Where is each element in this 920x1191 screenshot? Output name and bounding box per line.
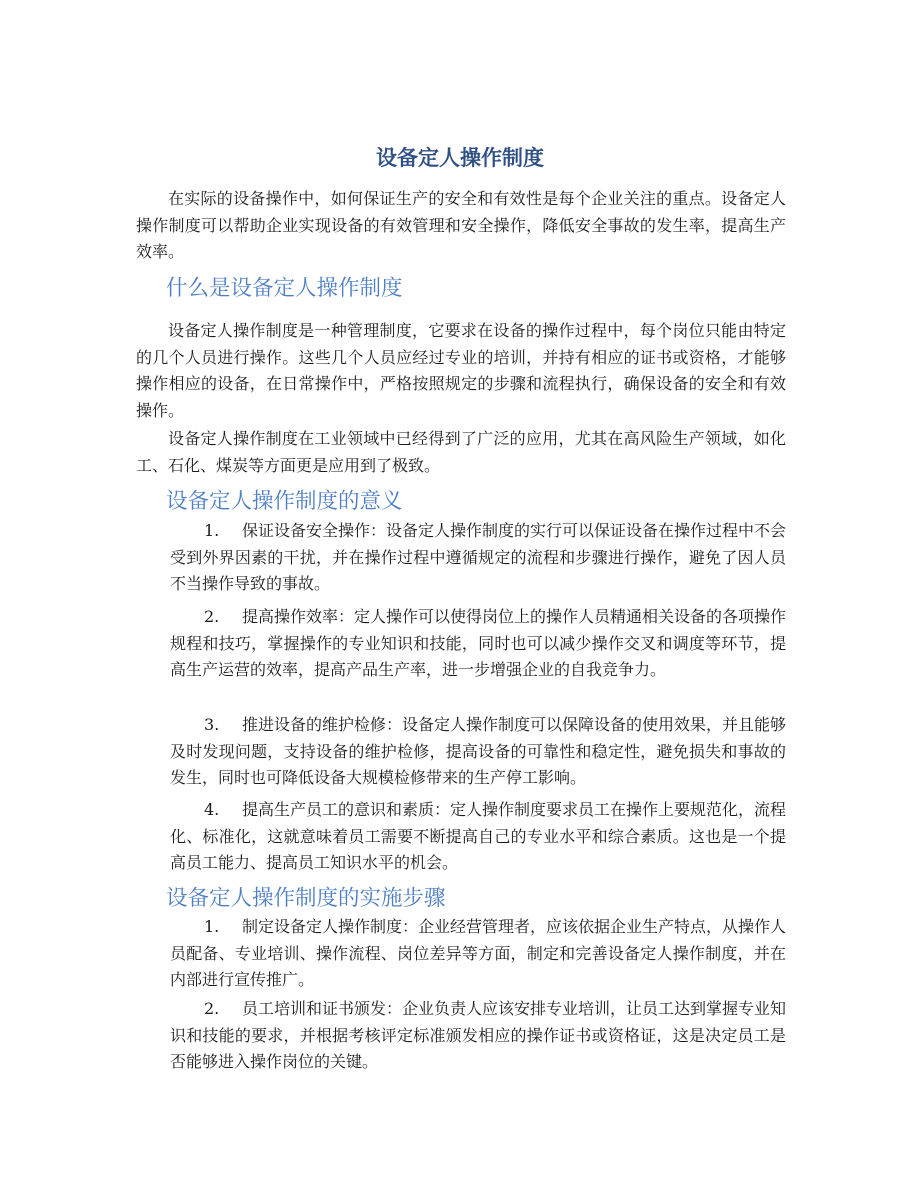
list-item [170,604,786,684]
list-item-text: 提高操作效率：定人操作可以使得岗位上的操作人员精通相关设备的各项操作规程和技巧，掌握操作的专业知识和技能，同时也可以减少操作交叉和调度等环节，提高生产运营的效率，提高产品生产率，进一步增强企业的自我竞争力。 [170,607,787,679]
list-number: 4. [204,800,220,819]
list-item-text: 保证设备安全操作：设备定人操作制度的实行可以保证设备在操作过程中不会受到外界因素的干扰，并在操作过程中遵循规定的流程和步骤进行操作，避免了因人员不当操作导致的事故。 [170,521,787,593]
list-number: 2. [204,607,220,626]
list-item [170,996,786,1076]
list-item [170,914,786,994]
list-item-text: 员工培训和证书颁发：企业负责人应该安排专业培训，让员工达到掌握专业知识和技能的要求，并根据考核评定标准颁发相应的操作证书或资格证，这是决定员工是否能够进入操作岗位的关键。 [170,999,787,1071]
list-number: 1. [204,521,220,540]
document-title: 设备定人操作制度 [376,146,544,170]
list-item [170,712,786,792]
list-item-text: 推进设备的维护检修：设备定人操作制度可以保障设备的使用效果，并且能够及时发现问题，支持设备的维护检修，提高设备的可靠性和稳定性，避免损失和事故的发生，同时也可降低设备大规模检修带来的生产停工影响。 [170,715,787,787]
list-number: 3. [204,715,220,734]
list-item-text: 制定设备定人操作制度：企业经营管理者，应该依据企业生产特点，从操作人员配备、专业培训、操作流程、岗位差异等方面，制定和完善设备定人操作制度，并在内部进行宣传推广。 [170,917,787,989]
section-heading-implementation: 设备定人操作制度的实施步骤 [166,886,446,911]
list-item [170,518,786,598]
intro-paragraph: 在实际的设备操作中，如何保证生产的安全和有效性是每个企业关注的重点。设备定人操作制度可以帮助企业实现设备的有效管理和安全操作，降低安全事故的发生率，提高生产效率。 [136,189,786,261]
section1-paragraph-2: 设备定人操作制度在工业领域中已经得到了广泛的应用，尤其在高风险生产领域，如化工、石化、煤炭等方面更是应用到了极致。 [136,429,786,475]
section-heading-significance: 设备定人操作制度的意义 [166,489,403,514]
list-number: 1. [204,917,220,936]
section1-paragraph-1: 设备定人操作制度是一种管理制度，它要求在设备的操作过程中，每个岗位只能由特定的几个人员进行操作。这些几个人员应经过专业的培训，并持有相应的证书或资格，才能够操作相应的设备，在日常操作中，严格按照规定的步骤和流程执行，确保设备的安全和有效操作。 [136,321,786,420]
list-number: 2. [204,999,220,1018]
list-item [170,797,786,877]
list-item-text: 提高生产员工的意识和素质：定人操作制度要求员工在操作上要规范化，流程化、标准化，这就意味着员工需要不断提高自己的专业水平和综合素质。这也是一个提高员工能力、提高员工知识水平的机会。 [170,800,787,872]
section-heading-what-is: 什么是设备定人操作制度 [166,276,403,301]
